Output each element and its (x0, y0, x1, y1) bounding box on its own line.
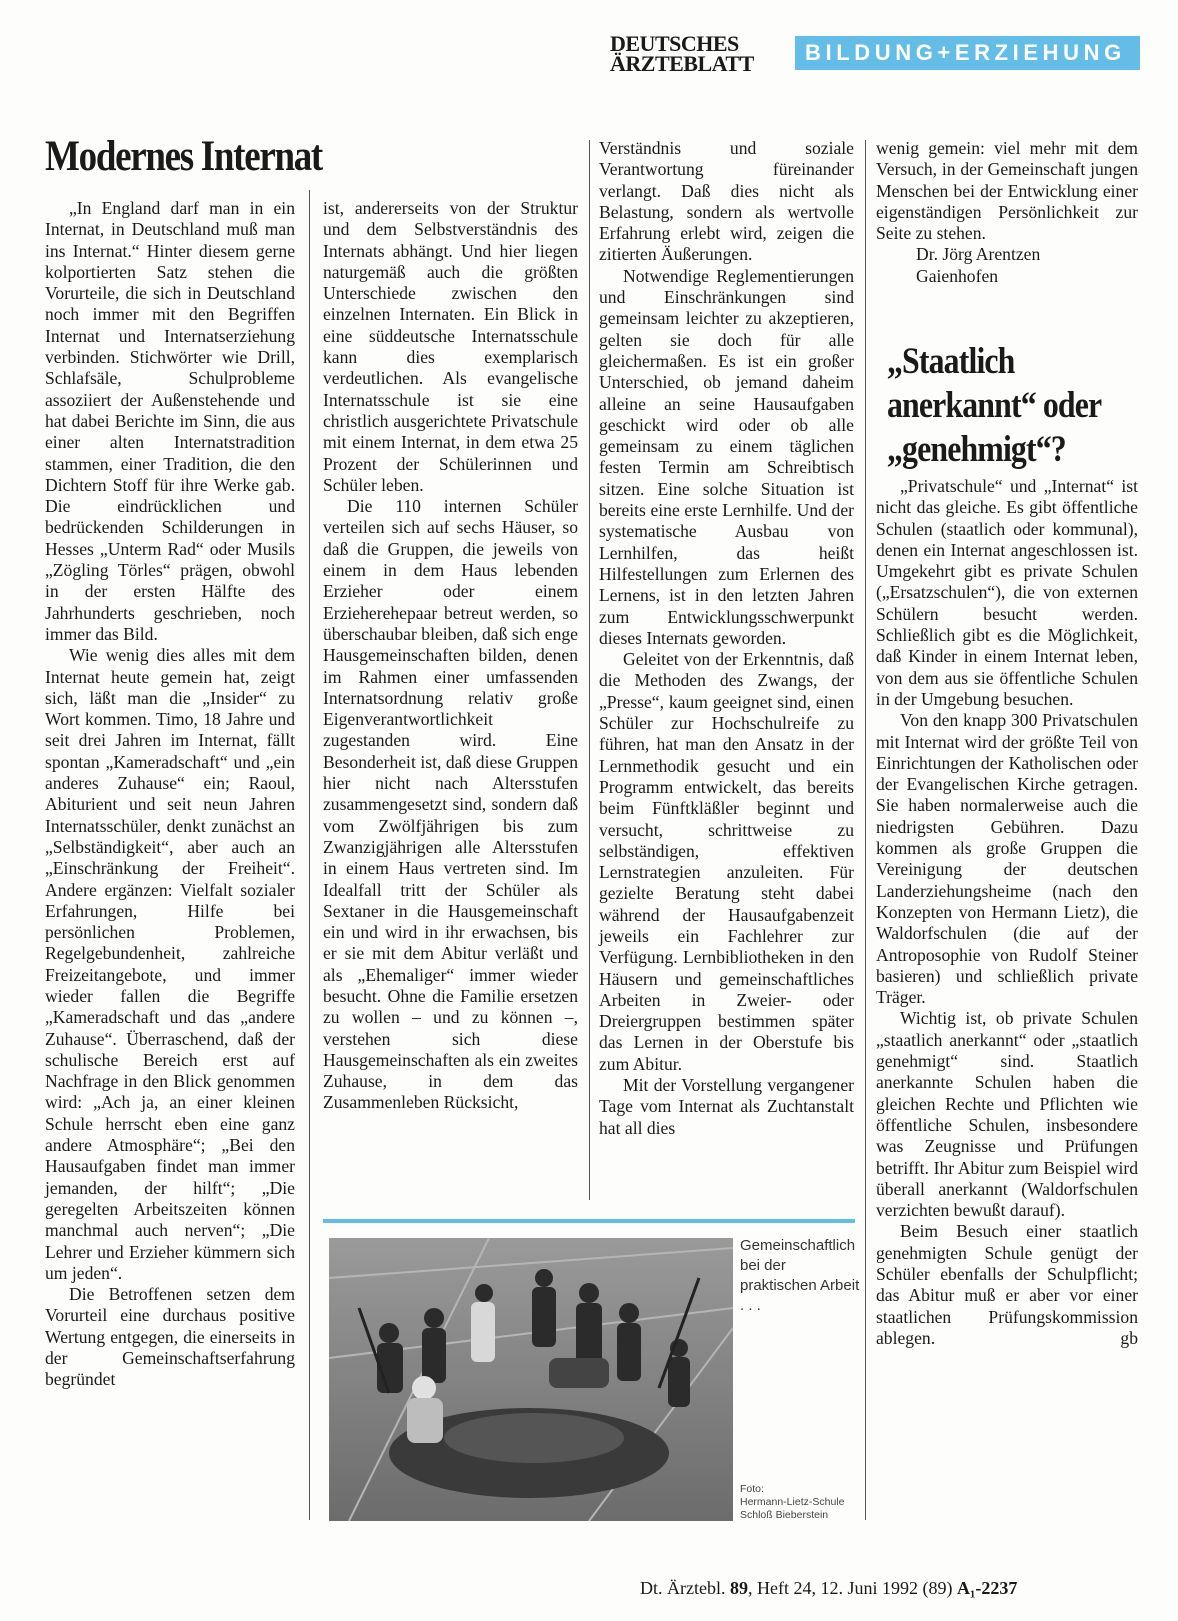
credit-line: Schloß Bieberstein (740, 1509, 829, 1521)
column-rule (865, 140, 866, 1520)
paragraph: Wichtig ist, ob private Schulen „staatlich anerkannt“ oder „staatlich genehmigt“ sind. Staatlich anerkannte Schulen haben die gleichen Rechte und Pflichten wie öffentliche Schulen, insbesondere was Zeugnisse und Prüfungen betrifft. Ihr Abitur zum Beispiel wird überall anerkannt (Waldorfschulen verzichten bewußt darauf). (876, 1008, 1138, 1221)
credit-line: Foto: (740, 1483, 764, 1495)
footer-issue: , Heft 24, 12. Juni 1992 (89) (747, 1578, 957, 1598)
sidebar-headline: „Staatlich anerkannt“ oder „genehmigt“? (887, 341, 1101, 470)
photo-illustration (329, 1238, 733, 1521)
logo-line-2: ÄRZTEBLATT (610, 51, 754, 76)
credit-line: Hermann-Lietz-Schule (740, 1496, 845, 1508)
page-title: Modernes Internat (45, 133, 322, 180)
sidebar-article (876, 476, 1138, 1349)
paragraph: wenig gemein: viel mehr mit dem Versuch, in der Gemeinschaft jungen Menschen bei der Entwicklung einer eigenständigen Persönlichkeit zur Seite zu stehen. (876, 138, 1138, 244)
footer-page-number: A₁-2237 (956, 1578, 1018, 1598)
paragraph: „Privatschule“ und „Internat“ ist nicht das gleiche. Es gibt öffentliche Schulen (staatlich oder kommunal), denen ein Internat angeschlossen ist. Umgekehrt gibt es private Schulen („Ersatzschulen“), die von externen Schülern besucht werden. Schließlich gibt es die Möglichkeit, daß Kinder in einem Internat leben, von dem aus sie öffentliche Schulen in der Umgebung besuchen. (876, 476, 1138, 709)
masthead-logo (610, 31, 782, 76)
article-column-1 (45, 198, 295, 1391)
photo (329, 1238, 733, 1521)
paragraph: ist, andererseits von der Struktur und dem Selbstverständnis des Internats abhängt. Und hier liegen naturgemäß auch die größten Unterschiede zwischen den einzelnen Internaten. Ein Blick in eine süddeutsche Internatsschule kann dies exemplarisch verdeutlichen. Als evangelische Internatsschule ist sie eine christlich ausgerichtete Privatschule mit einem Internat, in dem etwa 25 Prozent der Schülerinnen und Schüler leben. (323, 198, 578, 495)
footer-volume: 89 (729, 1578, 748, 1598)
paragraph: Wie wenig dies alles mit dem Internat heute gemein hat, zeigt sich, läßt man die „Insider“ zu Wort kommen. Timo, 18 Jahre und seit drei Jahren im Internat, fällt spontan „Kameradschaft“ und „ein anderes Zuhause“ ein; Raoul, Abiturient und seit neun Jahren Internatsschüler, denkt zunächst an „Selbständigkeit“, aber auch an „Einschränkung der Freiheit“. Andere ergänzen: Vielfalt sozialer Erfahrungen, Hilfe bei persönlichen Problemen, Regelgebundenheit, zahlreiche Freizeitangebote, und immer wieder fallen die Begriffe „Kameradschaft und das „andere Zuhause“. Überraschend, daß der schulische Bereich erst auf Nachfrage in den Blick genommen wird: „Ach ja, an einer kleinen Schule herrscht eben eine ganz andere Atmosphäre“; „Bei den Hausaufgaben findet man immer jemanden, der hilft“; „Die geregelten Arbeitszeiten können manchmal auch nerven“; „Die Lehrer und Erzieher kümmern sich um jeden“. (45, 645, 295, 1283)
author-name: Dr. Jörg Arentzen (916, 244, 1041, 265)
logo-line-1: DEUTSCHES (610, 31, 739, 56)
paragraph: Die Betroffenen setzen dem Vorurteil eine durchaus positive Wertung entgegen, die einerseits in der Gemeinschaftserfahrung begründet (45, 1284, 295, 1390)
paragraph: Notwendige Reglementierungen und Einschränkungen sind gemeinsam leichter zu akzeptieren, gelten sie doch für alle gleichermaßen. Es ist ein großer Unterschied, ob jemand daheim alleine an seine Hausaufgaben geschickt wird oder ob alle gemeinsam zu einem täglichen festen Termin am Schreibtisch sitzen. Eine solche Situation ist bereits eine erste Lernhilfe. Und der systematische Ausbau von Lernhilfen, das heißt Hilfestellungen zum Erlernen des Lernens, ist in den letzten Jahren zum Entwicklungsschwerpunkt dieses Internats geworden. (599, 265, 854, 648)
author-location: Gaienhofen (916, 265, 999, 286)
paragraph: Verständnis und soziale Verantwortung füreinander verlangt. Daß dies nicht als Belastung, sondern als wertvolle Erfahrung erlebt wird, zeigen die zitierten Äußerungen. (599, 138, 854, 265)
paragraph: Beim Besuch einer staatlich genehmigten Schule genügt der Schüler ebenfalls der Schulpflicht; das Abitur muß er aber vor einer staatlichen Prüfungskommission ablegen. (876, 1221, 1138, 1348)
signoff: gb (1120, 1328, 1138, 1349)
paragraph: Geleitet von der Erkenntnis, daß die Methoden des Zwangs, der „Presse“, kaum geeignet sind, einen Schüler zur Hochschulreife zu führen, hat man den Ansatz in der Lernmethodik gesucht und ein Programm entwickelt, das bereits beim Fünftkläßler beginnt und versucht, schrittweise zu selbständigen, effektiven Lernstrategien anzuleiten. Für gezielte Beratung steht dabei während der Hausaufgabenzeit jeweils ein Fachlehrer zur Verfügung. Lernbibliotheken in den Häusern und gemeinschaftliches Arbeiten in Zweier- oder Dreiergruppen bestimmen später das Lernen in der Oberstufe bis zum Abitur. (599, 649, 854, 1074)
article-column-2 (323, 198, 578, 1114)
article-column-4 (876, 138, 1138, 287)
column-rule (589, 140, 590, 1200)
photo-caption: Gemeinschaftlich bei der praktischen Arbeit . . . (740, 1237, 860, 1314)
paragraph: Mit der Vorstellung vergangener Tage vom Internat als Zuchtanstalt hat all dies (599, 1075, 854, 1138)
article-column-3 (599, 138, 854, 1139)
paragraph: Die 110 internen Schüler verteilen sich auf sechs Häuser, so daß die Gruppen, die jeweils von einem in dem Haus lebenden Erzieher oder einem Erzieherehepaar betreut werden, so überschaubar bleiben, daß sich enge Hausgemeinschaften bilden, denen im Rahmen einer umfassenden Internatsordnung relativ große Eigenverantwortlichkeit zugestanden wird. Eine Besonderheit ist, daß diese Gruppen hier nicht nach Altersstufen zusammengesetzt sind, sondern daß vom Zwölfjährigen bis zum Zwanzigjährigen alle Altersstufen in einem Haus vertreten sind. Im Idealfall tritt der Schüler als Sextaner in die Hausgemeinschaft ein und wird in ihr erwachsen, bis er sie mit dem Abitur verläßt und als „Ehemaliger“ immer wieder besucht. Ohne die Familie ersetzen zu wollen – und zu können –, verstehen sich diese Hausgemeinschaften als ein zweites Zuhause, in dem das Zusammenleben Rücksicht, (323, 496, 578, 1113)
photo-accent-bar (323, 1219, 855, 1223)
page-footer (640, 1578, 1017, 1599)
paragraph: Von den knapp 300 Privatschulen mit Internat wird der größte Teil von Einrichtungen der Katholischen oder der Evangelischen Kirche getragen. Sie haben normalerweise auch die niedrigsten Gebühren. Dazu kommen als große Gruppen die Vereinigung der deutschen Landerziehungsheime (nach den Konzepten von Hermann Lietz), die Waldorfschulen (die auf der Antroposophie von Rudolf Steiner basieren) und schließlich private Träger. (876, 710, 1138, 1008)
paragraph: „In England darf man in ein Internat, in Deutschland muß man ins Internat.“ Hinter diesem gerne kolportierten Satz stehen die Vorurteile, die sich in Deutschland noch immer mit den Begriffen Internat und Internatserziehung verbinden. Stichwörter wie Drill, Schlafsäle, Schulprobleme assoziiert der Außenstehende und hat dabei Berichte im Sinn, die aus einer alten Internatstradition stammen, einer Tradition, die den Dichtern Stoff für ihre Werke gab. Die eindrücklichen und bedrückenden Schilderungen in Hesses „Unterm Rad“ oder Musils „Zögling Törles“ prägen, obwohl in der ersten Hälfte des Jahrhunderts geschrieben, noch immer das Bild. (45, 198, 295, 644)
section-banner: BILDUNG+ERZIEHUNG (795, 36, 1140, 70)
column-rule (309, 190, 310, 1520)
photo-credit (740, 1483, 860, 1522)
footer-journal: Dt. Ärztebl. (640, 1578, 730, 1598)
